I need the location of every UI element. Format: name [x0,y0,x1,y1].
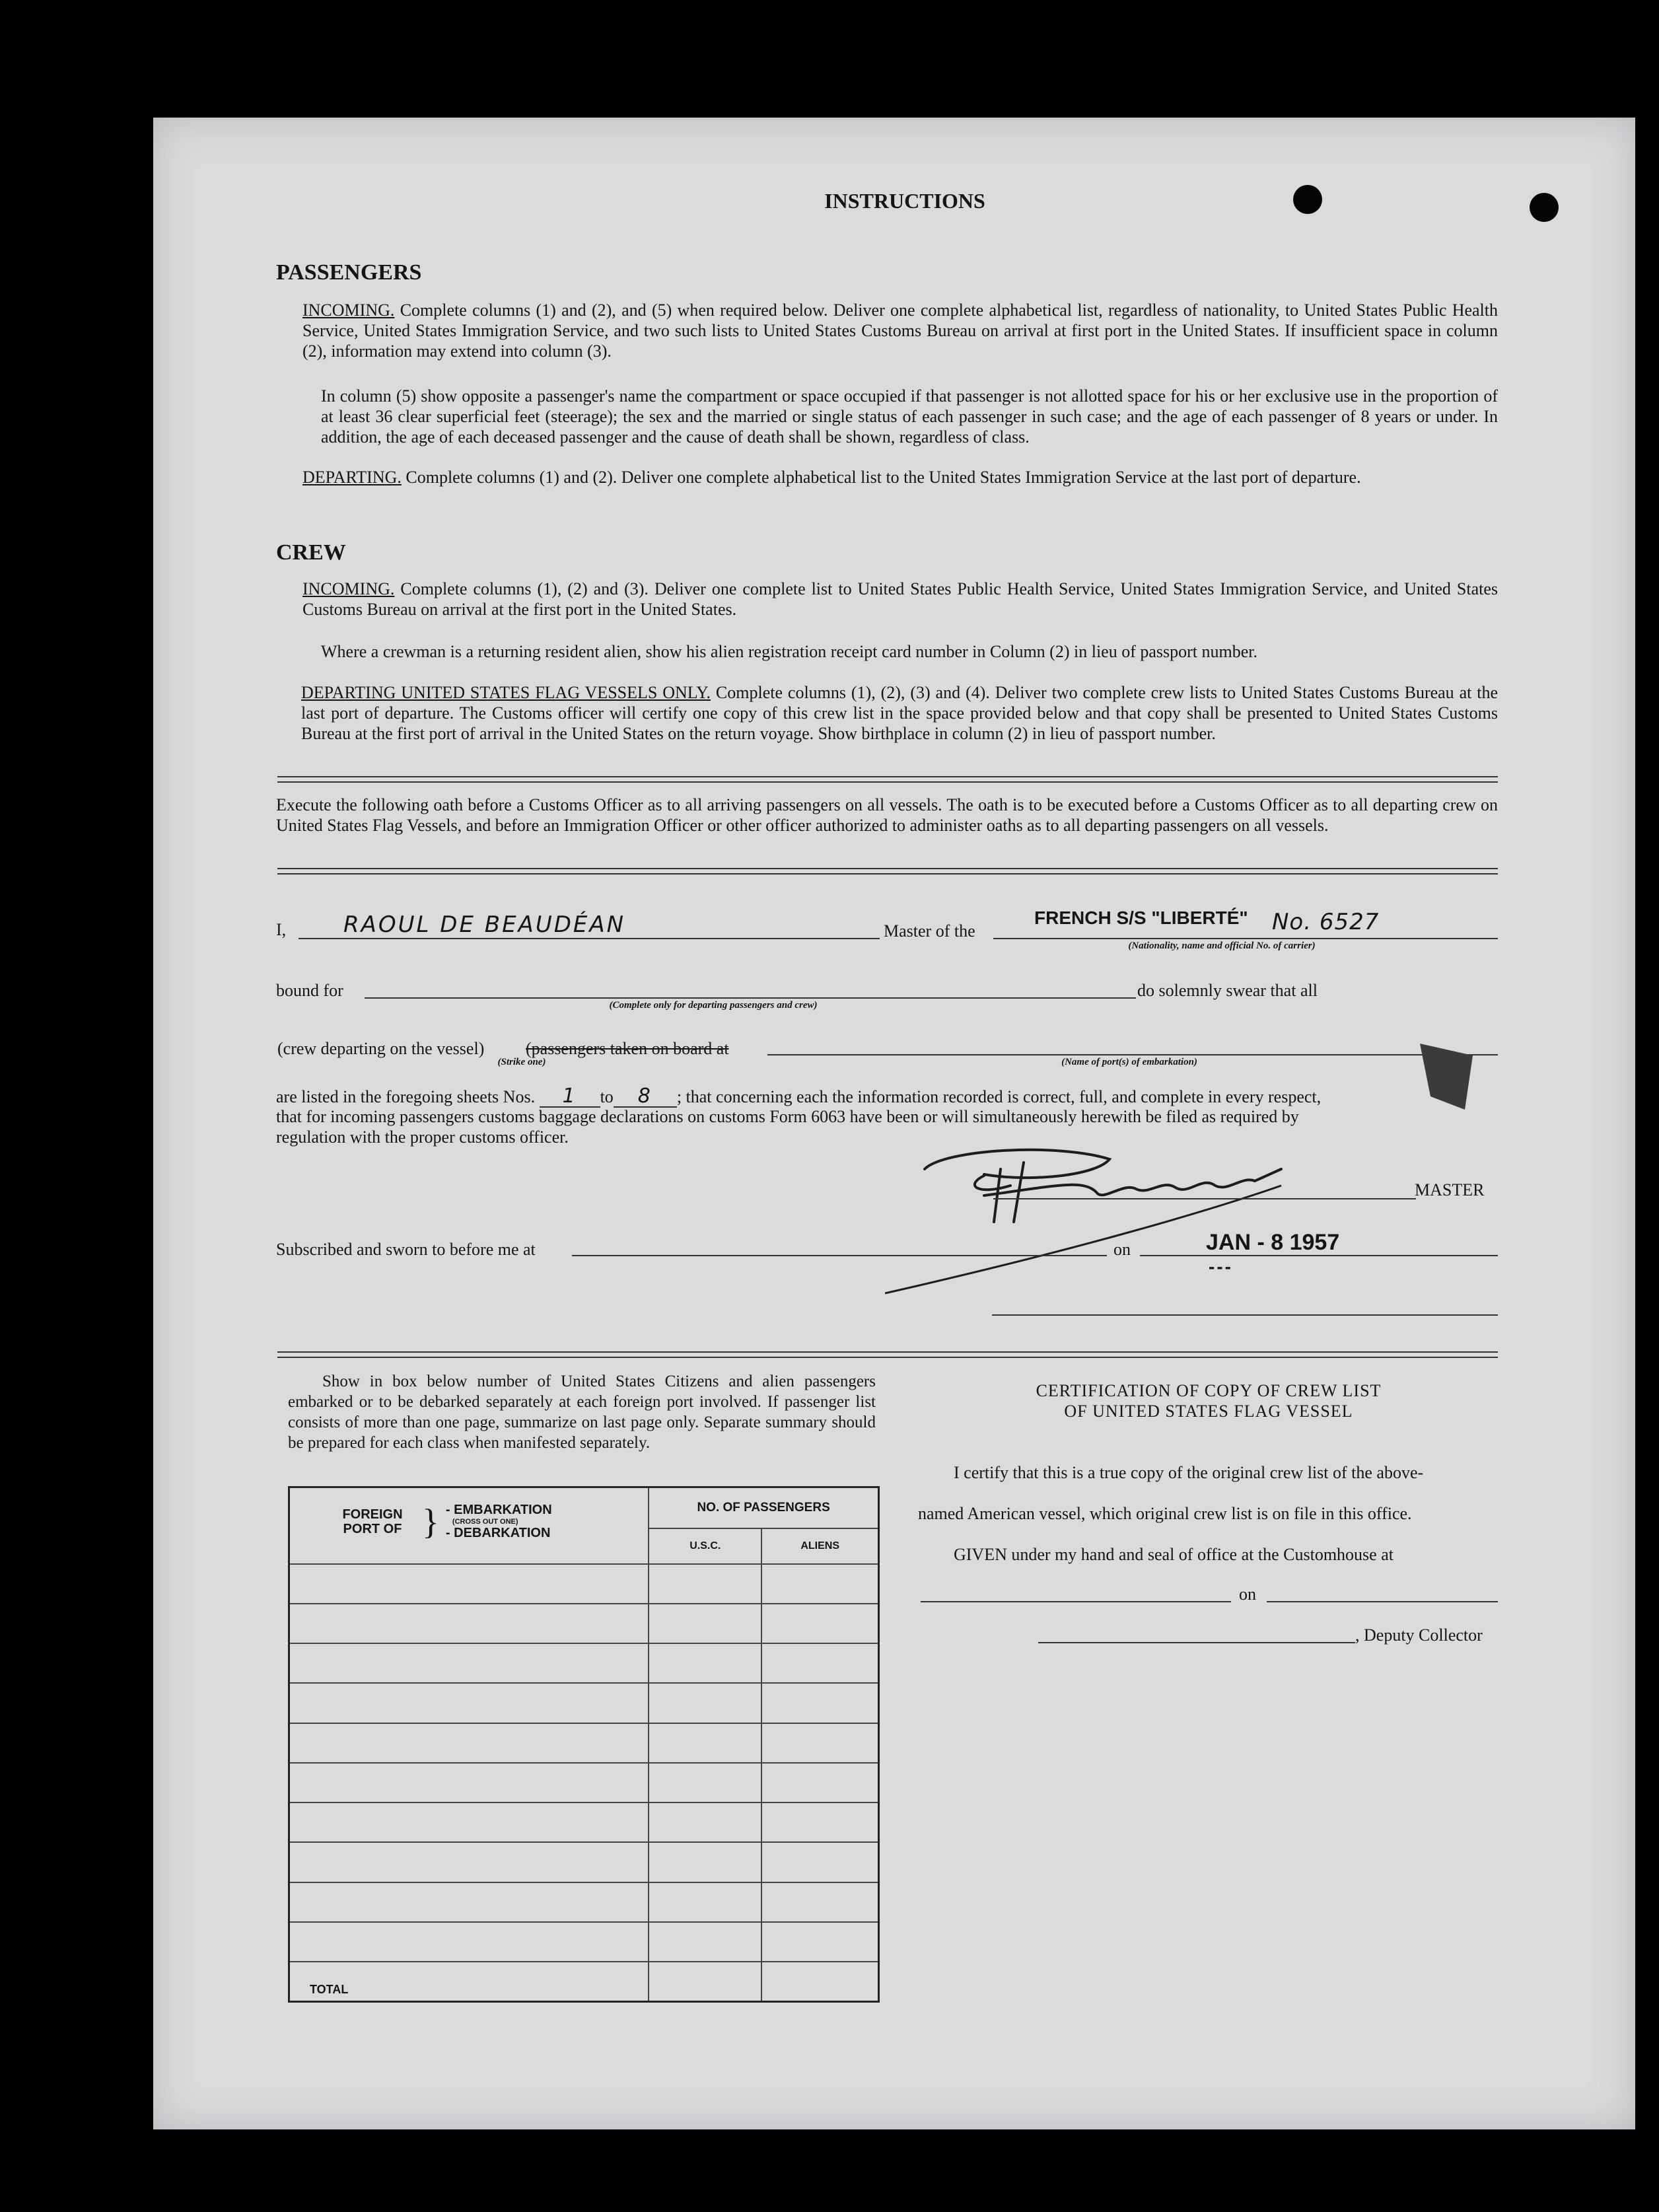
table-row [289,1723,879,1763]
port-cell[interactable] [289,1763,649,1802]
port-cell[interactable] [289,1723,649,1763]
embark-caption: (Name of port(s) of embarkation) [1061,1057,1197,1067]
usc-cell[interactable] [649,1643,761,1683]
aliens-cell[interactable] [761,1723,878,1763]
column5-paragraph: In column (5) show opposite a passenger's name the compartment or space occupied if that passenger is not allotted space for his or her exclusive use in the proportion of at least 36 clear superficial feet (steerage); the sex and the married or single status of each passenger in such case; and the age of each passenger of 8 years or under. In addition, the age of each deceased passenger and the cause of death shall be shown, regardless of class. [321,386,1498,446]
on-label: on [1113,1240,1131,1259]
total-row [289,1962,879,2001]
alien-paragraph: Where a crewman is a returning resident alien, show his alien registration receipt card number in Column (2) in lieu of passport number. [321,642,1258,661]
certification-on-label: on [1239,1585,1256,1604]
customhouse-line[interactable] [921,1601,1231,1602]
usc-cell[interactable] [649,1723,761,1763]
punch-hole [1530,193,1559,222]
crew-incoming-text: Complete columns (1), (2) and (3). Deliver one complete list to United States Public Health Service, United States Immigration Service, and United States Customs Bureau on arrival at the first port in the United States. [302,579,1499,619]
vessel-number: No. 6527 [1272,909,1380,935]
table-row [289,1683,879,1723]
table-row [289,1564,879,1604]
master-name-line [299,938,880,939]
crew-departing-option: (crew departing on the vessel) [277,1039,485,1058]
table-row [289,1922,879,1962]
debarkation-label: - DEBARKATION [445,1526,551,1540]
punch-hole [1293,185,1322,214]
certify-line2: named American vessel, which original crew list is on file in this office. [918,1504,1412,1523]
crew-incoming-label: INCOMING. [302,579,395,598]
table-row [289,1763,879,1802]
sheets-line [276,1086,1491,1108]
page-title: INSTRUCTIONS [824,189,985,213]
usc-cell[interactable] [649,1564,761,1604]
swear-label: do solemnly swear that all [1137,981,1318,1000]
passengers-incoming-paragraph [302,300,1498,361]
oath-i-label: I, [276,920,287,939]
vessel-line [993,938,1498,939]
departing-text: Complete columns (1) and (2). Deliver one complete alphabetical list to the United States Immigration Service at the last port of departure. [406,468,1361,487]
baggage-line: that for incoming passengers customs baggage declarations on customs Form 6063 have been or will simultaneously herewith be filed as required by [276,1107,1299,1126]
brace-icon: } [422,1502,439,1542]
master-name: RAOUL DE BEAUDÉAN [343,911,626,938]
aliens-cell[interactable] [761,1643,878,1683]
port-cell[interactable] [289,1882,649,1922]
divider [277,1351,1498,1358]
usc-cell[interactable] [649,1763,761,1802]
vessel-stamp: FRENCH S/S "LIBERTÉ" [1034,908,1248,928]
crew-departing-label: DEPARTING UNITED STATES FLAG VESSELS ONLY. [301,683,711,702]
usc-cell[interactable] [649,1922,761,1962]
date-dashes: --- [1209,1256,1233,1277]
aliens-cell[interactable] [761,1564,878,1604]
bound-for-label: bound for [276,981,343,1000]
port-cell[interactable] [289,1564,649,1604]
table-row [289,1643,879,1683]
bound-caption: (Complete only for departing passengers and crew) [609,1000,818,1011]
embarkation-line [767,1054,1498,1055]
usc-cell[interactable] [649,1842,761,1882]
table-row [289,1604,879,1643]
total-label: TOTAL [289,1962,649,2001]
regulation-line: regulation with the proper customs officer. [276,1127,569,1147]
departing-label: DEPARTING. [302,468,402,487]
strike-caption: (Strike one) [497,1057,546,1067]
sheets-suffix: ; that concerning each the information recorded is correct, full, and complete in every respect, [676,1087,1322,1106]
port-cell[interactable] [289,1842,649,1882]
given-line: GIVEN under my hand and seal of office at the Customhouse at [954,1545,1394,1564]
divider [277,776,1498,783]
usc-cell[interactable] [649,1604,761,1643]
aliens-total-cell[interactable] [761,1962,878,2001]
usc-cell[interactable] [649,1683,761,1723]
aliens-cell[interactable] [761,1763,878,1802]
date-stamp: JAN - 8 1957 [1206,1230,1340,1255]
sheet-from: 1 [540,1086,600,1108]
aliens-cell[interactable] [761,1683,878,1723]
usc-header: U.S.C. [649,1528,761,1564]
incoming-label: INCOMING. [302,301,395,320]
certification-date-line[interactable] [1267,1601,1498,1602]
aliens-cell[interactable] [761,1842,878,1882]
crew-incoming-paragraph [302,579,1498,620]
usc-cell[interactable] [649,1802,761,1842]
aliens-cell[interactable] [761,1802,878,1842]
divider [277,868,1498,874]
incoming-text: Complete columns (1) and (2), and (5) when required below. Deliver one complete alphabetical list, regardless of nationality, to United States Public Health Service, United States Immigration Service, and two such lists to United States Customs Bureau on arrival at first port in the United States. If insufficient space in column (2), information may extend into column (3). [302,301,1498,361]
summary-header-row [289,1487,879,1528]
usc-total-cell[interactable] [649,1962,761,2001]
crew-departing-text: Complete columns (1), (2), (3) and (4). Deliver two complete crew lists to United States Customs Bureau at the last port of departure. The Customs officer will certify one copy of this crew list in the space provided below and that copy shall be presented to United States Customs Bureau at the first port of arrival in the United States on the return voyage. Show birthplace in column (2) in lieu of passport number. [301,683,1499,743]
certification-title-line1: CERTIFICATION OF COPY OF CREW LIST [1036,1381,1382,1400]
master-label: MASTER [1415,1180,1485,1199]
subscribed-label: Subscribed and sworn to before me at [276,1240,536,1259]
passengers-heading: PASSENGERS [276,260,422,285]
passengers-departing-paragraph [302,467,1498,487]
master-signature [885,1123,1360,1301]
sheets-prefix: are listed in the foregoing sheets Nos. [276,1087,536,1106]
passenger-summary-table [288,1486,880,2003]
aliens-cell[interactable] [761,1882,878,1922]
crew-heading: CREW [276,540,346,565]
aliens-cell[interactable] [761,1604,878,1643]
port-cell[interactable] [289,1643,649,1683]
crew-departing-paragraph [301,682,1498,744]
subscribed-place-line [572,1255,1107,1256]
oath-intro: Execute the following oath before a Customs Officer as to all arriving passengers on all vessels. The oath is to be executed before a Customs Officer as to all departing crew on United States Flag Vessels, and before an Immigration Officer or other officer authorized to administer oaths as to all departing passengers on all vessels. [276,795,1498,835]
port-cell[interactable] [289,1802,649,1842]
deputy-signature-line[interactable] [1038,1642,1355,1643]
aliens-header: ALIENS [761,1528,878,1564]
sheet-to: 8 [614,1086,677,1108]
passengers-option-struck: (passengers taken on board at [526,1039,729,1058]
master-of-label: Master of the [884,921,975,941]
to-label: to [600,1087,614,1106]
usc-cell[interactable] [649,1882,761,1922]
certify-line1: I certify that this is a true copy of the original crew list of the above- [954,1463,1424,1482]
port-cell[interactable] [289,1683,649,1723]
cross-out-label: (CROSS OUT ONE) [452,1518,518,1526]
bound-for-line [365,997,1136,999]
master-signature-line [993,1198,1416,1199]
port-header [289,1487,649,1564]
table-row [289,1842,879,1882]
foreign-port-label: FOREIGN PORT OF [342,1507,403,1536]
embarkation-label: - EMBARKATION [445,1503,552,1517]
aliens-cell[interactable] [761,1922,878,1962]
certification-title-line2: OF UNITED STATES FLAG VESSEL [1064,1402,1353,1421]
vessel-caption: (Nationality, name and official No. of carrier) [1128,941,1316,951]
summary-instructions: Show in box below number of United States Citizens and alien passengers embarked or to be debarked separately at each foreign port involved. If passenger list consists of more than one page, summarize on last page only. Separate summary should be prepared for each class when manifested separately. [288,1373,876,1452]
deputy-collector-label: , Deputy Collector [1355,1625,1483,1645]
officer-signature-line [992,1314,1498,1316]
table-row [289,1882,879,1922]
port-cell[interactable] [289,1922,649,1962]
table-row [289,1802,879,1842]
no-passengers-header: NO. OF PASSENGERS [649,1487,878,1528]
port-cell[interactable] [289,1604,649,1643]
